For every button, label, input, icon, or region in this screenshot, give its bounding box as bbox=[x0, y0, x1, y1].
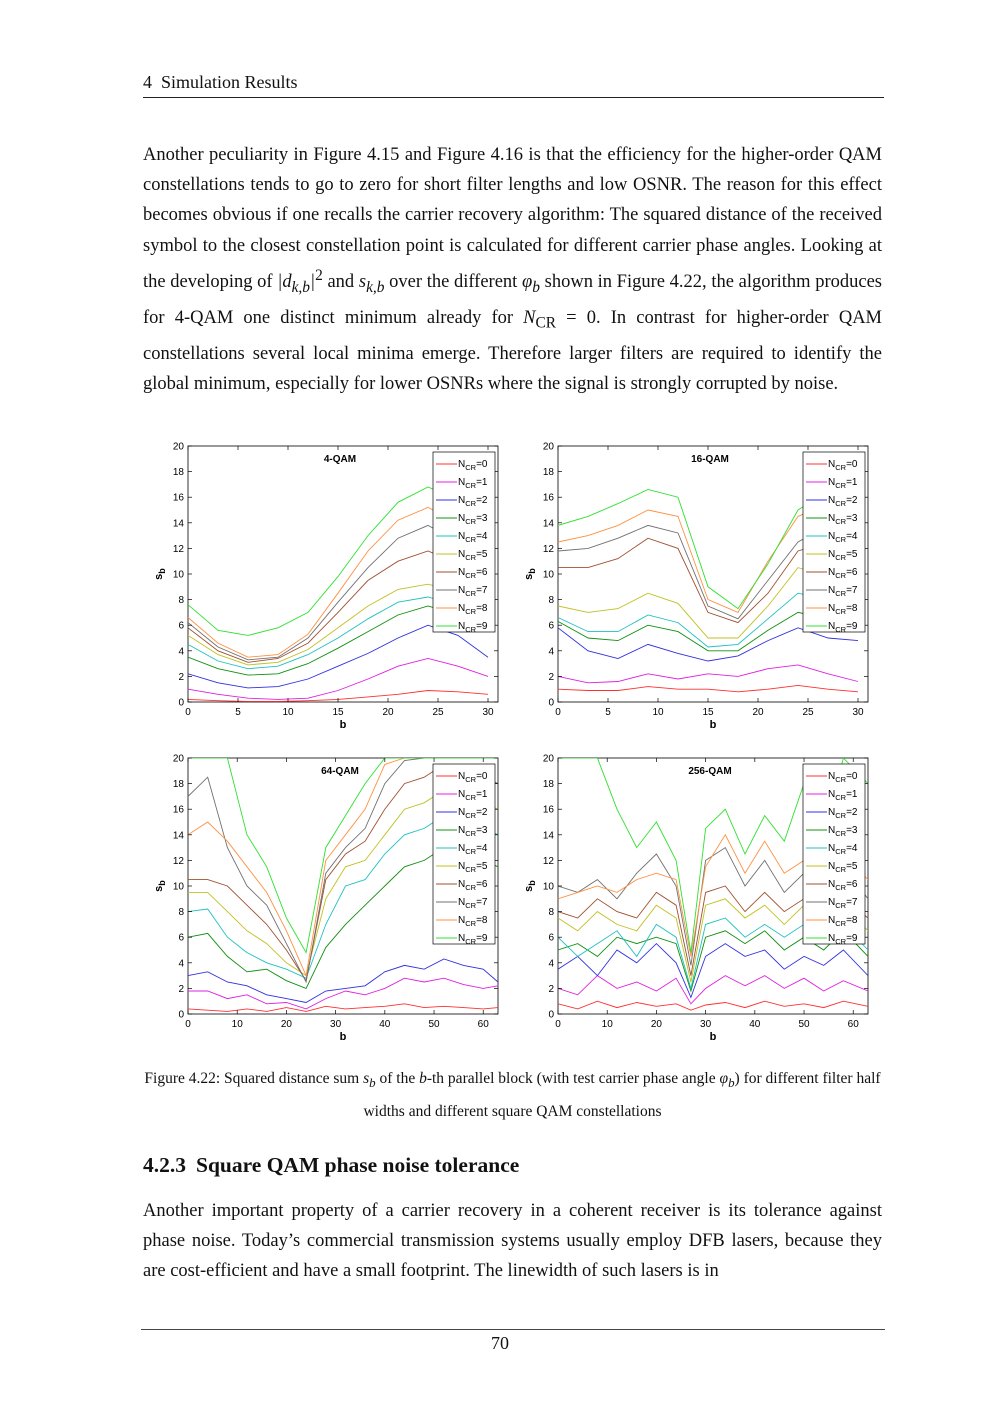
x-tick-label: 60 bbox=[477, 1019, 489, 1030]
legend-label-value: =8 bbox=[476, 915, 488, 926]
legend-label-sub: CR bbox=[465, 463, 477, 472]
x-tick-label: 10 bbox=[601, 1019, 613, 1030]
section-number: 4.2.3 bbox=[143, 1153, 186, 1177]
paragraph-text: and bbox=[322, 271, 359, 292]
figure-caption bbox=[143, 1064, 882, 1126]
legend-label-value: =3 bbox=[476, 825, 488, 836]
math-subscript: k,b bbox=[291, 278, 310, 296]
legend-label-value: =1 bbox=[476, 789, 488, 800]
y-axis-label-sub: b bbox=[157, 880, 167, 886]
chapter-number: 4 bbox=[143, 72, 152, 92]
legend-label-sub: CR bbox=[465, 535, 477, 544]
x-tick-label: 5 bbox=[605, 707, 611, 718]
legend-label-sub: CR bbox=[835, 463, 847, 472]
y-tick-label: 18 bbox=[172, 467, 184, 479]
x-axis-label: b bbox=[709, 719, 717, 731]
legend-label-main: N bbox=[458, 495, 466, 506]
x-tick-label: 40 bbox=[379, 1019, 391, 1030]
x-tick-label: 15 bbox=[702, 707, 714, 718]
legend-label-value: =1 bbox=[476, 477, 488, 488]
legend-label-sub: CR bbox=[465, 811, 477, 820]
chart-title: 64-QAM bbox=[321, 766, 359, 777]
y-tick-label: 8 bbox=[178, 595, 184, 607]
paragraph-text: Another peculiarity in Figure 4.15 and Figure 4.16 is that the efficiency for the higher-order QAM constellations tends to go to zero for short filter lengths and low OSNR. The reason for this effect becomes obvious if one recalls the carrier recovery algorithm: The squared distance of the received symbol to the closest constellation point is calculated for different carrier phase angles. Looking at the developing of bbox=[143, 145, 882, 292]
x-tick-label: 15 bbox=[332, 707, 344, 718]
legend-label-main: N bbox=[458, 843, 466, 854]
x-tick-label: 40 bbox=[749, 1019, 761, 1030]
legend-label-main: N bbox=[828, 933, 836, 944]
y-tick-label: 6 bbox=[178, 932, 184, 944]
legend-label-value: =5 bbox=[846, 549, 858, 560]
legend-label-value: =6 bbox=[846, 567, 858, 578]
y-tick-label: 6 bbox=[548, 932, 554, 944]
x-axis-label: b bbox=[339, 719, 347, 731]
chapter-title: Simulation Results bbox=[161, 72, 298, 92]
y-tick-label: 14 bbox=[172, 518, 184, 530]
x-tick-label: 10 bbox=[231, 1019, 243, 1030]
legend-label-main: N bbox=[458, 771, 466, 782]
y-tick-label: 14 bbox=[542, 518, 554, 530]
legend-label-value: =4 bbox=[476, 843, 488, 854]
legend-label-value: =0 bbox=[476, 771, 488, 782]
legend-label-value: =2 bbox=[846, 807, 858, 818]
y-tick-label: 14 bbox=[172, 830, 184, 842]
legend-label-value: =3 bbox=[846, 825, 858, 836]
y-tick-label: 2 bbox=[548, 671, 554, 683]
paragraph-text: shown in Figure 4.22, the algorithm produces for 4-QAM one distinct minimum already for bbox=[143, 271, 882, 328]
legend-label-value: =3 bbox=[476, 513, 488, 524]
y-tick-label: 10 bbox=[172, 569, 184, 581]
legend-label-value: =6 bbox=[476, 879, 488, 890]
math-symbol: | bbox=[310, 271, 316, 292]
legend-label-main: N bbox=[828, 459, 836, 470]
legend-label-main: N bbox=[828, 807, 836, 818]
paragraph-text: over the different bbox=[384, 271, 522, 292]
y-axis-label bbox=[523, 880, 537, 892]
running-header bbox=[143, 72, 884, 98]
legend-label-main: N bbox=[458, 585, 466, 596]
legend-label-main: N bbox=[458, 531, 466, 542]
math-subscript: b bbox=[369, 1075, 376, 1091]
x-axis-label: b bbox=[339, 1031, 347, 1043]
legend-label-value: =1 bbox=[846, 477, 858, 488]
y-tick-label: 0 bbox=[178, 1009, 184, 1021]
math-symbol: N bbox=[523, 307, 536, 328]
caption-text: -th parallel block (with test carrier phase angle bbox=[426, 1070, 720, 1087]
y-tick-label: 4 bbox=[548, 646, 554, 658]
y-tick-label: 12 bbox=[172, 543, 184, 555]
y-tick-label: 16 bbox=[172, 804, 184, 816]
chart-panel-64-qam bbox=[153, 754, 498, 1044]
legend-label-main: N bbox=[828, 531, 836, 542]
legend-label-sub: CR bbox=[465, 883, 477, 892]
legend-label-main: N bbox=[828, 915, 836, 926]
y-axis-label-main: s bbox=[523, 885, 535, 892]
y-axis-label-main: s bbox=[523, 573, 535, 580]
y-tick-label: 12 bbox=[542, 543, 554, 555]
y-tick-label: 14 bbox=[542, 830, 554, 842]
math-subscript: CR bbox=[535, 314, 557, 332]
caption-text: ) for different filter half widths and different square QAM constellations bbox=[363, 1070, 881, 1121]
legend-label-sub: CR bbox=[835, 847, 847, 856]
legend-label-sub: CR bbox=[835, 811, 847, 820]
chart-title: 16-QAM bbox=[691, 454, 729, 465]
legend-label-main: N bbox=[458, 807, 466, 818]
legend-label-sub: CR bbox=[465, 625, 477, 634]
math-symbol: b bbox=[419, 1070, 427, 1087]
legend-label-main: N bbox=[828, 861, 836, 872]
legend-label-main: N bbox=[458, 621, 466, 632]
legend-label-sub: CR bbox=[465, 829, 477, 838]
y-axis-label bbox=[523, 568, 537, 580]
x-tick-label: 30 bbox=[700, 1019, 712, 1030]
legend-label-value: =1 bbox=[846, 789, 858, 800]
legend-label-value: =2 bbox=[846, 495, 858, 506]
y-tick-label: 16 bbox=[172, 492, 184, 504]
section-title: Square QAM phase noise tolerance bbox=[196, 1153, 520, 1177]
legend-label-sub: CR bbox=[465, 793, 477, 802]
legend-label-main: N bbox=[828, 585, 836, 596]
legend-label-value: =8 bbox=[476, 603, 488, 614]
y-tick-label: 8 bbox=[178, 907, 184, 919]
y-axis-label-sub: b bbox=[527, 880, 537, 886]
legend-label-value: =5 bbox=[476, 549, 488, 560]
y-tick-label: 16 bbox=[542, 492, 554, 504]
y-axis-label bbox=[153, 880, 167, 892]
chart-panel-4-qam bbox=[153, 442, 498, 732]
y-tick-label: 12 bbox=[542, 855, 554, 867]
legend-label-main: N bbox=[828, 477, 836, 488]
math-superscript: 2 bbox=[315, 266, 323, 284]
legend-label-main: N bbox=[458, 567, 466, 578]
y-tick-label: 18 bbox=[172, 779, 184, 791]
caption-text: Figure 4.22: Squared distance sum bbox=[144, 1070, 364, 1087]
y-tick-label: 4 bbox=[178, 958, 184, 970]
legend-label-sub: CR bbox=[835, 481, 847, 490]
y-tick-label: 4 bbox=[548, 958, 554, 970]
x-tick-label: 5 bbox=[235, 707, 241, 718]
legend-label-sub: CR bbox=[835, 517, 847, 526]
legend-label-value: =9 bbox=[846, 621, 858, 632]
legend-label-value: =3 bbox=[846, 513, 858, 524]
page-number: 70 bbox=[491, 1333, 509, 1353]
legend-label-main: N bbox=[458, 789, 466, 800]
x-tick-label: 30 bbox=[482, 707, 494, 718]
y-tick-label: 10 bbox=[542, 881, 554, 893]
chart-title: 4-QAM bbox=[323, 454, 357, 465]
y-tick-label: 10 bbox=[172, 881, 184, 893]
x-tick-label: 60 bbox=[847, 1019, 859, 1030]
legend-label-sub: CR bbox=[465, 937, 477, 946]
legend-label-main: N bbox=[828, 621, 836, 632]
legend-label-sub: CR bbox=[465, 847, 477, 856]
legend-label-main: N bbox=[828, 771, 836, 782]
x-axis-label: b bbox=[709, 1031, 717, 1043]
body-paragraph-2: Another important property of a carrier recovery in a coherent receiver is its tolerance against phase noise. Today’s commercial transmission systems usually employ DFB lasers, because they are cost-efficient and have a small footprint. The linewidth of such lasers is in bbox=[143, 1201, 882, 1282]
y-tick-label: 20 bbox=[542, 441, 554, 453]
x-tick-label: 20 bbox=[382, 707, 394, 718]
y-tick-label: 18 bbox=[542, 467, 554, 479]
x-tick-label: 20 bbox=[752, 707, 764, 718]
y-tick-label: 0 bbox=[548, 697, 554, 709]
legend-label-value: =0 bbox=[476, 459, 488, 470]
legend-label-sub: CR bbox=[835, 607, 847, 616]
legend-label-value: =8 bbox=[846, 915, 858, 926]
caption-text: of the bbox=[375, 1070, 420, 1087]
legend-label-value: =7 bbox=[476, 897, 488, 908]
legend-label-value: =7 bbox=[846, 585, 858, 596]
chart-panel-256-qam bbox=[523, 754, 868, 1044]
legend-label-main: N bbox=[828, 567, 836, 578]
math-symbol: φ bbox=[719, 1070, 729, 1087]
y-tick-label: 2 bbox=[548, 983, 554, 995]
x-tick-label: 20 bbox=[650, 1019, 662, 1030]
math-symbol: φ bbox=[522, 271, 533, 292]
legend-label-value: =6 bbox=[476, 567, 488, 578]
x-tick-label: 20 bbox=[280, 1019, 292, 1030]
x-tick-label: 0 bbox=[185, 707, 191, 718]
x-tick-label: 30 bbox=[852, 707, 864, 718]
x-tick-label: 0 bbox=[555, 707, 561, 718]
chart-panel-16-qam bbox=[523, 442, 868, 732]
legend-label-sub: CR bbox=[465, 517, 477, 526]
legend-label-sub: CR bbox=[835, 883, 847, 892]
legend-label-value: =8 bbox=[846, 603, 858, 614]
legend-label-main: N bbox=[828, 825, 836, 836]
legend-label-sub: CR bbox=[835, 865, 847, 874]
y-tick-label: 20 bbox=[172, 753, 184, 765]
math-symbol: s bbox=[363, 1070, 370, 1087]
x-tick-label: 10 bbox=[652, 707, 664, 718]
legend-label-main: N bbox=[458, 459, 466, 470]
legend-label-sub: CR bbox=[835, 793, 847, 802]
legend-label-sub: CR bbox=[835, 901, 847, 910]
math-symbol: s bbox=[358, 271, 367, 292]
legend-label-main: N bbox=[828, 603, 836, 614]
legend-label-sub: CR bbox=[465, 589, 477, 598]
legend-label-sub: CR bbox=[835, 829, 847, 838]
legend-label-main: N bbox=[828, 897, 836, 908]
legend-label-sub: CR bbox=[835, 571, 847, 580]
x-tick-label: 50 bbox=[798, 1019, 810, 1030]
y-axis-label-main: s bbox=[153, 573, 165, 580]
legend-label-sub: CR bbox=[835, 553, 847, 562]
legend-label-sub: CR bbox=[835, 919, 847, 928]
legend-label-value: =4 bbox=[476, 531, 488, 542]
x-tick-label: 30 bbox=[330, 1019, 342, 1030]
y-axis-label-main: s bbox=[153, 885, 165, 892]
x-tick-label: 50 bbox=[428, 1019, 440, 1030]
legend-label-main: N bbox=[458, 477, 466, 488]
legend-label-value: =2 bbox=[476, 495, 488, 506]
footer-rule bbox=[141, 1329, 885, 1330]
legend-label-main: N bbox=[458, 603, 466, 614]
y-axis-label-sub: b bbox=[527, 568, 537, 574]
legend-label-value: =5 bbox=[846, 861, 858, 872]
legend-label-main: N bbox=[828, 789, 836, 800]
math-subscript: k,b bbox=[366, 278, 385, 296]
legend-label-value: =4 bbox=[846, 843, 858, 854]
y-tick-label: 0 bbox=[178, 697, 184, 709]
y-tick-label: 6 bbox=[548, 620, 554, 632]
legend-label-value: =0 bbox=[846, 459, 858, 470]
legend-label-main: N bbox=[458, 915, 466, 926]
legend-label-main: N bbox=[828, 495, 836, 506]
legend-label-sub: CR bbox=[835, 589, 847, 598]
y-tick-label: 20 bbox=[172, 441, 184, 453]
legend-label-sub: CR bbox=[465, 901, 477, 910]
legend-label-value: =9 bbox=[476, 933, 488, 944]
math-symbol: |d bbox=[277, 271, 292, 292]
paragraph-text: = 0. In contrast for higher-order QAM constellations several local minima emerge. Therefore larger filters are required to identify the global minimum, especially for lower OSNRs where the signal is strongly corrupted by noise. bbox=[143, 307, 882, 394]
y-tick-label: 10 bbox=[542, 569, 554, 581]
legend-label-sub: CR bbox=[465, 865, 477, 874]
y-tick-label: 0 bbox=[548, 1009, 554, 1021]
legend-label-main: N bbox=[458, 897, 466, 908]
section-heading bbox=[143, 1153, 519, 1178]
y-tick-label: 2 bbox=[178, 671, 184, 683]
legend-label-sub: CR bbox=[835, 535, 847, 544]
legend-label-value: =2 bbox=[476, 807, 488, 818]
chart-title: 256-QAM bbox=[688, 766, 732, 777]
x-tick-label: 25 bbox=[432, 707, 444, 718]
legend-label-main: N bbox=[458, 549, 466, 560]
legend-label-value: =9 bbox=[476, 621, 488, 632]
legend-label-sub: CR bbox=[465, 919, 477, 928]
y-tick-label: 20 bbox=[542, 753, 554, 765]
legend-label-value: =4 bbox=[846, 531, 858, 542]
legend-label-sub: CR bbox=[465, 553, 477, 562]
legend-label-value: =0 bbox=[846, 771, 858, 782]
y-tick-label: 8 bbox=[548, 907, 554, 919]
math-subscript: b bbox=[728, 1075, 735, 1091]
y-tick-label: 12 bbox=[172, 855, 184, 867]
figure-4-22-plots bbox=[150, 436, 880, 1046]
legend-label-value: =9 bbox=[846, 933, 858, 944]
x-tick-label: 10 bbox=[282, 707, 294, 718]
legend-label-sub: CR bbox=[465, 481, 477, 490]
legend-label-sub: CR bbox=[465, 607, 477, 616]
legend-label-value: =5 bbox=[476, 861, 488, 872]
legend-label-main: N bbox=[458, 933, 466, 944]
legend-label-value: =7 bbox=[846, 897, 858, 908]
legend-label-main: N bbox=[458, 879, 466, 890]
y-axis-label-sub: b bbox=[157, 568, 167, 574]
legend-label-value: =6 bbox=[846, 879, 858, 890]
legend-label-main: N bbox=[828, 549, 836, 560]
legend-label-sub: CR bbox=[465, 571, 477, 580]
legend-label-sub: CR bbox=[465, 499, 477, 508]
legend-label-main: N bbox=[828, 879, 836, 890]
legend-label-sub: CR bbox=[835, 499, 847, 508]
y-tick-label: 2 bbox=[178, 983, 184, 995]
y-tick-label: 4 bbox=[178, 646, 184, 658]
x-tick-label: 0 bbox=[555, 1019, 561, 1030]
legend-label-main: N bbox=[458, 825, 466, 836]
legend-label-main: N bbox=[458, 513, 466, 524]
legend-label-main: N bbox=[828, 843, 836, 854]
math-subscript: b bbox=[532, 278, 540, 296]
legend-label-main: N bbox=[828, 513, 836, 524]
figure-4-22 bbox=[150, 436, 880, 1046]
x-tick-label: 25 bbox=[802, 707, 814, 718]
y-axis-label bbox=[153, 568, 167, 580]
legend-label-main: N bbox=[458, 861, 466, 872]
legend-label-sub: CR bbox=[835, 625, 847, 634]
legend-label-sub: CR bbox=[835, 937, 847, 946]
y-tick-label: 16 bbox=[542, 804, 554, 816]
legend-label-sub: CR bbox=[835, 775, 847, 784]
x-tick-label: 0 bbox=[185, 1019, 191, 1030]
y-tick-label: 18 bbox=[542, 779, 554, 791]
legend-label-sub: CR bbox=[465, 775, 477, 784]
y-tick-label: 6 bbox=[178, 620, 184, 632]
legend-label-value: =7 bbox=[476, 585, 488, 596]
body-paragraph-1 bbox=[143, 140, 882, 399]
y-tick-label: 8 bbox=[548, 595, 554, 607]
